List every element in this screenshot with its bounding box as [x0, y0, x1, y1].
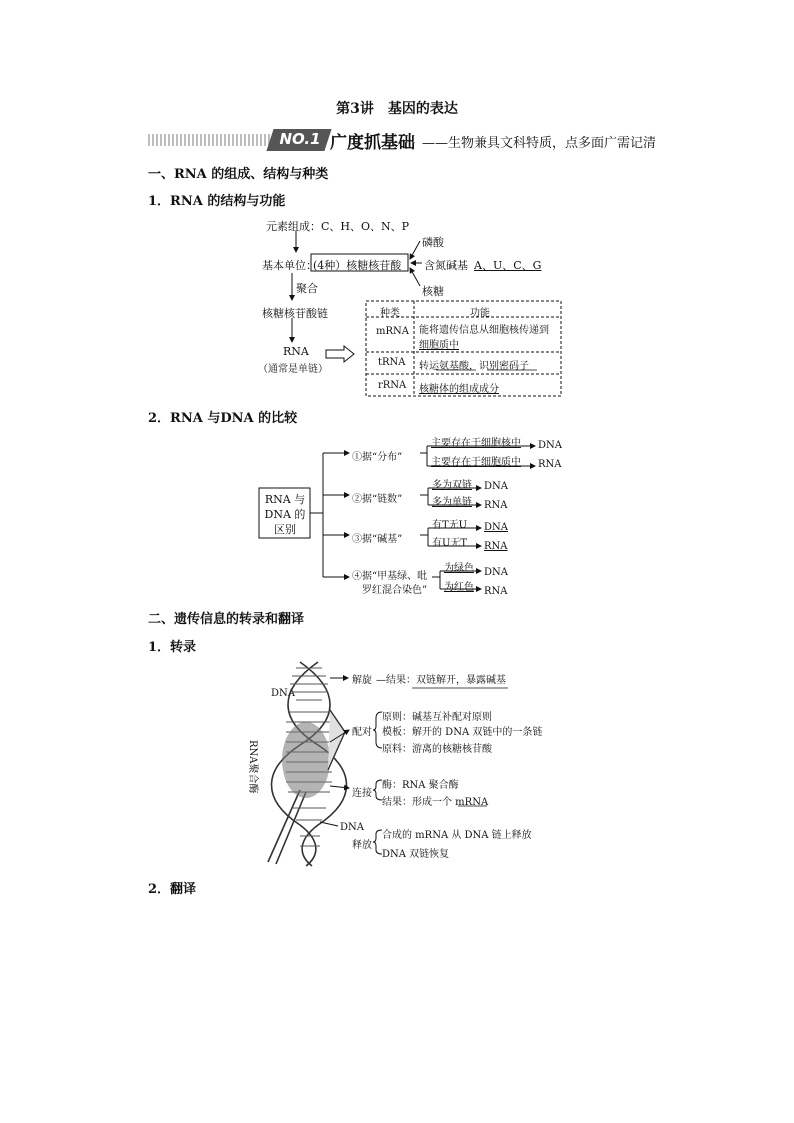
polymerize-text: 聚合 — [296, 282, 318, 295]
b1-rna: RNA — [538, 459, 562, 470]
banner-sub-text: ——生物兼具文科特质，点多面广需记清 — [422, 136, 657, 151]
rna-type-table — [366, 301, 561, 396]
section2-heading: 二、遗传信息的转录和翻译 — [148, 612, 305, 627]
pair-item-3: 原料：游离的核糖核苷酸 — [382, 744, 492, 755]
row-trna-type: tRNA — [378, 357, 406, 368]
release-line2: 释放 — [352, 840, 372, 851]
section1-sub2: 2．RNA 与DNA 的比较 — [148, 411, 298, 426]
release-item-1: 合成的 mRNA 从 DNA 链上释放 — [382, 830, 532, 841]
banner-main-text: 广度抓基础 — [330, 133, 415, 153]
section2-sub1: 1．转录 — [148, 640, 197, 655]
b2-label: ②据“链数” — [352, 494, 403, 505]
compare-box — [259, 488, 310, 538]
release-line1: DNA — [340, 822, 364, 833]
b2-dna: DNA — [484, 481, 508, 492]
b2-brace — [420, 488, 481, 505]
b1-brace — [420, 446, 535, 466]
compare-box-line1: RNA 与 — [264, 493, 306, 506]
page-title: 第3讲 基因的表达 — [336, 101, 458, 117]
release-item-2: DNA 双链恢复 — [382, 849, 450, 860]
release-brace — [373, 830, 382, 854]
link-item-2: 结果：形成一个 mRNA — [382, 797, 489, 808]
row-rrna-type: rRNA — [378, 380, 407, 391]
b1-top: 主要存在于细胞核中 — [431, 438, 521, 449]
rna-polymerase-shape — [282, 722, 330, 798]
b4-label-line2: 罗红混合染色” — [362, 585, 428, 596]
arrow-phosphate — [410, 241, 420, 259]
section1-heading: 一、RNA 的组成、结构与种类 — [148, 167, 329, 182]
b2-rna: RNA — [484, 500, 508, 511]
unwind-label: 解旋 — [352, 675, 372, 686]
hollow-arrow — [326, 346, 354, 362]
compare-box-line3: 区别 — [274, 523, 296, 536]
b1-dna: DNA — [538, 440, 562, 451]
pair-label: 配对 — [352, 727, 372, 738]
compare-box-line2: DNA 的 — [264, 508, 306, 521]
b3-brace — [420, 528, 481, 546]
dna-label: DNA — [271, 688, 295, 699]
b4-bottom: 为红色 — [444, 582, 474, 593]
link-brace — [373, 780, 382, 800]
bases-text: A、U、C、G — [474, 259, 542, 272]
b3-rna: RNA — [484, 541, 508, 552]
b3-label: ③据“碱基” — [352, 534, 403, 545]
link-item-1: 酶：RNA 聚合酶 — [382, 780, 459, 791]
arrow-sugar — [410, 268, 420, 286]
pair-item-1: 原则：碱基互补配对原则 — [382, 712, 492, 723]
unit-box — [311, 254, 408, 271]
table-header-func: 功能 — [470, 308, 490, 319]
section2-sub2: 2．翻译 — [148, 882, 197, 897]
sugar-text: 核糖 — [422, 285, 444, 298]
b4-brace — [432, 571, 481, 589]
pair-brace — [373, 712, 382, 748]
b4-rna: RNA — [484, 586, 508, 597]
banner-badge: NO.1 — [279, 130, 321, 148]
elements-text: 元素组成：C、H、O、N、P — [266, 220, 410, 233]
b3-top: 有T无U — [432, 520, 468, 531]
row-mrna-func1: 能将遗传信息从细胞核传递到 — [419, 325, 549, 336]
row-mrna-func2: 细胞质中 — [419, 340, 459, 351]
rna-note: （通常是单链） — [258, 364, 328, 375]
unit-label: 基本单位： — [262, 259, 317, 272]
row-trna-func: 转运氨基酸，识别密码子 — [419, 361, 529, 372]
b4-label-line1: ④据“甲基绿、吡 — [352, 571, 428, 582]
phosphate-text: 磷酸 — [422, 236, 444, 249]
row-rrna-func: 核糖体的组成成分 — [419, 384, 499, 395]
rna-text: RNA — [283, 345, 309, 358]
b3-dna: DNA — [484, 522, 508, 533]
unwind-result: —结果：双链解开，暴露碱基 — [376, 675, 506, 686]
b1-bottom: 主要存在于细胞质中 — [431, 457, 521, 468]
row-mrna-type: mRNA — [376, 326, 409, 337]
b4-top: 为绿色 — [444, 563, 474, 574]
unit-box-text: (4种）核糖核苷酸 — [313, 259, 402, 272]
enzyme-label: RNA聚合酶 — [247, 740, 258, 794]
base-text: 含氮碱基 — [424, 259, 468, 272]
table-header-type: 种类 — [380, 308, 400, 319]
pair-item-2: 模板：解开的 DNA 双链中的一条链 — [382, 727, 543, 738]
b3-bottom: 有U无T — [432, 538, 468, 549]
b2-top: 多为双链 — [432, 480, 472, 491]
b2-bottom: 多为单链 — [432, 497, 472, 508]
chain-text: 核糖核苷酸链 — [262, 307, 328, 320]
b1-label: ①据“分布” — [352, 452, 403, 463]
link-label: 连接 — [352, 788, 372, 799]
b4-dna: DNA — [484, 567, 508, 578]
section1-sub1: 1．RNA 的结构与功能 — [148, 194, 286, 209]
